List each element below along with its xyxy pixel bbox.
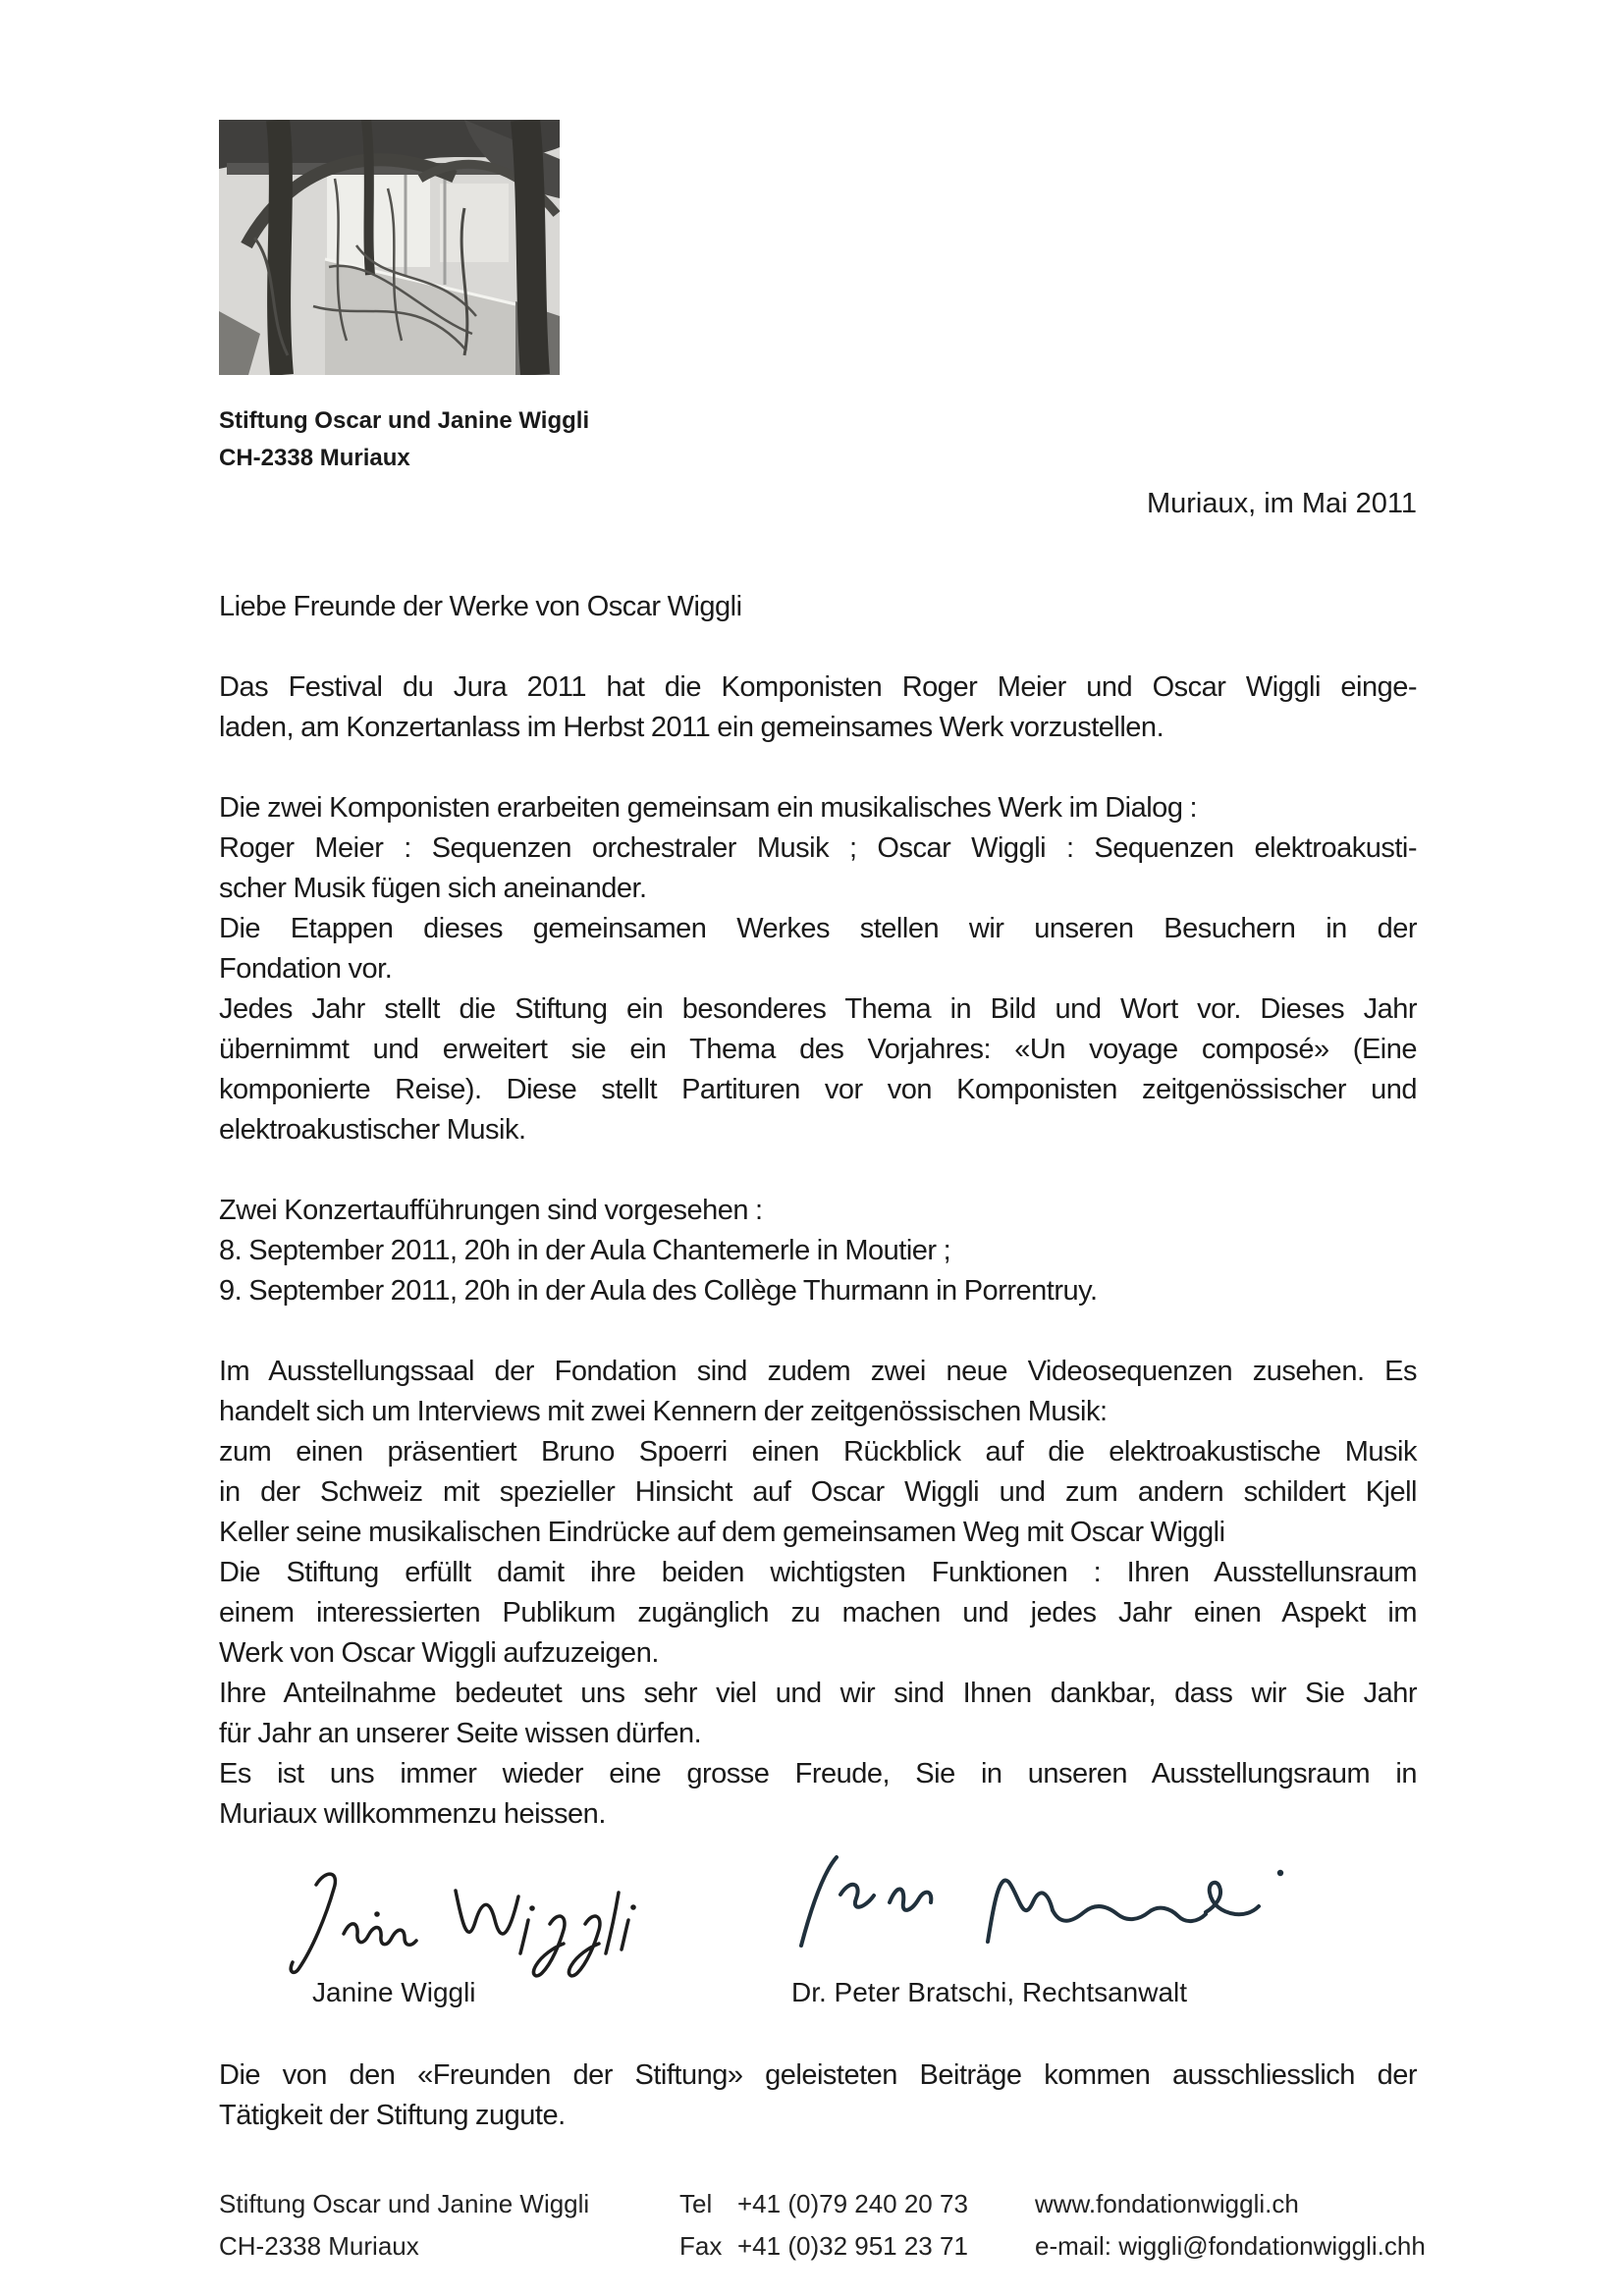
footer-website: www.fondationwiggli.ch <box>1035 2189 1299 2218</box>
text-line: Jedes Jahr stellt die Stiftung ein besonderes Thema in Bild und Wort vor. Dieses Jahr <box>219 993 1417 1025</box>
text-line: laden, am Konzertanlass im Herbst 2011 ein gemeinsames Werk vorzustellen. <box>219 712 1164 743</box>
text-line: übernimmt und erweitert sie ein Thema des Vorjahres: «Un voyage composé» (Eine <box>219 1034 1417 1065</box>
text-line: Die Etappen dieses gemeinsamen Werkes stellen wir unseren Besuchern in der <box>219 913 1417 944</box>
text-line: Roger Meier : Sequenzen orchestraler Musik ; Oscar Wiggli : Sequenzen elektroakusti- <box>219 832 1417 864</box>
footer-web-column <box>1035 2183 1426 2268</box>
letterhead-photo <box>219 120 560 375</box>
letterhead-org-name: Stiftung Oscar und Janine Wiggli <box>219 407 590 434</box>
text-line: in der Schweiz mit spezieller Hinsicht auf Oscar Wiggli und zum andern schildert Kjell <box>219 1476 1417 1508</box>
letterhead-org-address: CH-2338 Muriaux <box>219 445 410 471</box>
paragraph-komponisten <box>219 788 1417 1150</box>
text-line: scher Musik fügen sich aneinander. <box>219 873 647 904</box>
text-line: elektroakustischer Musik. <box>219 1114 526 1146</box>
text-line: Keller seine musikalischen Eindrücke auf dem gemeinsamen Weg mit Oscar Wiggli <box>219 1517 1225 1548</box>
footer-tel-value: +41 (0)79 240 20 73 <box>737 2189 968 2218</box>
text-line: Die Stiftung erfüllt damit ihre beiden wichtigsten Funktionen : Ihren Ausstellunsraum <box>219 1557 1417 1588</box>
paragraph-festival <box>219 667 1417 748</box>
text-line: Tätigkeit der Stiftung zugute. <box>219 2100 566 2131</box>
text-line: Zwei Konzertaufführungen sind vorgesehen : <box>219 1195 763 1226</box>
text-line: handelt sich um Interviews mit zwei Kennern der zeitgenössischen Musik: <box>219 1396 1108 1427</box>
footer-fax-row <box>679 2225 968 2268</box>
peter-bratschi-signature-icon <box>784 1851 1309 1961</box>
letter-body <box>219 587 1417 1835</box>
signature-janine-wiggli <box>283 1863 661 1981</box>
footer-fax-value: +41 (0)32 951 23 71 <box>737 2231 968 2261</box>
paragraph-ausstellung <box>219 1352 1417 1835</box>
footer-email: e-mail: wiggli@fondationwiggli.chh <box>1035 2231 1426 2261</box>
footer-tel-label: Tel <box>679 2189 713 2218</box>
text-line: zum einen präsentiert Bruno Spoerri einen Rückblick auf die elektroakustische Musik <box>219 1436 1417 1468</box>
janine-wiggli-signature-icon <box>283 1863 661 1981</box>
text-line: für Jahr an unserer Seite wissen dürfen. <box>219 1718 702 1749</box>
text-line: einem interessierten Publikum zugänglich zu machen und jedes Jahr einen Aspekt im <box>219 1597 1417 1629</box>
footer-phone-column <box>679 2183 968 2268</box>
footer-tel-row <box>679 2183 968 2225</box>
footer-fax-label: Fax <box>679 2231 723 2261</box>
text-line: Muriaux willkommenzu heissen. <box>219 1798 606 1830</box>
signature-caption-right: Dr. Peter Bratschi, Rechtsanwalt <box>791 1977 1188 2007</box>
footer-org-name: Stiftung Oscar und Janine Wiggli <box>219 2189 590 2218</box>
text-line: Die zwei Komponisten erarbeiten gemeinsam ein musikalisches Werk im Dialog : <box>219 792 1198 824</box>
text-line: Die von den «Freunden der Stiftung» geleisteten Beiträge kommen ausschliesslich der <box>219 2059 1417 2091</box>
text-line: Es ist uns immer wieder eine grosse Freude, Sie in unseren Ausstellungsraum in <box>219 1758 1417 1789</box>
paragraph-konzerte <box>219 1191 1417 1311</box>
signature-peter-bratschi <box>784 1851 1309 1961</box>
text-line: Das Festival du Jura 2011 hat die Komponisten Roger Meier und Oscar Wiggli einge- <box>219 671 1417 703</box>
text-line: 8. September 2011, 20h in der Aula Chantemerle in Moutier ; <box>219 1235 951 1266</box>
signature-caption-left: Janine Wiggli <box>312 1977 476 2007</box>
text-line: 9. September 2011, 20h in der Aula des Collège Thurmann in Porrentruy. <box>219 1275 1098 1307</box>
text-line: Im Ausstellungssaal der Fondation sind zudem zwei neue Videosequenzen zusehen. Es <box>219 1356 1417 1387</box>
salutation: Liebe Freunde der Werke von Oscar Wiggli <box>219 591 742 622</box>
contribution-note <box>219 2056 1417 2136</box>
letterhead <box>219 402 589 477</box>
text-line: Werk von Oscar Wiggli aufzuzeigen. <box>219 1637 659 1669</box>
date-line: Muriaux, im Mai 2011 <box>1146 488 1417 519</box>
footer-org-address: CH-2338 Muriaux <box>219 2231 419 2261</box>
trees-building-photo-icon <box>219 120 560 375</box>
text-line: Fondation vor. <box>219 953 393 985</box>
text-line: Ihre Anteilnahme bedeutet uns sehr viel und wir sind Ihnen dankbar, dass wir Sie Jahr <box>219 1678 1417 1709</box>
text-line: komponierte Reise). Diese stellt Partituren vor von Komponisten zeitgenössischer und <box>219 1074 1417 1105</box>
footer-address-column <box>219 2183 589 2268</box>
